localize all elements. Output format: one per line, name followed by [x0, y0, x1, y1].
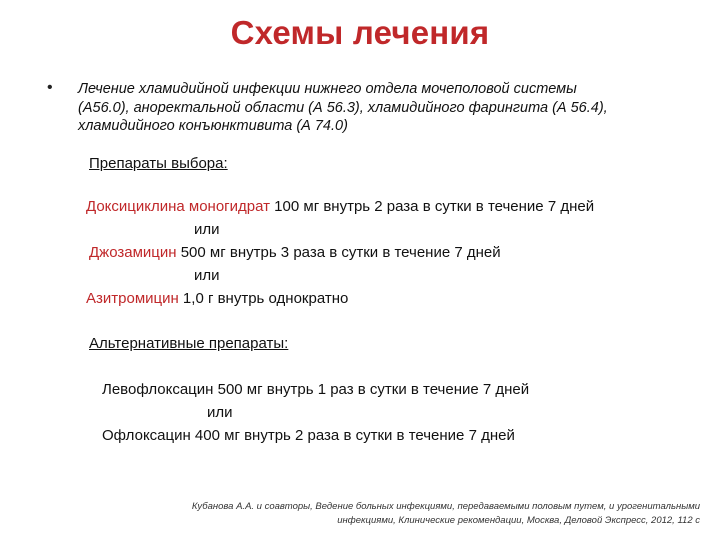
citation-line: Кубанова А.А. и соавторы, Ведение больных инфекциями, передаваемыми половым путем, и урогенитальными	[191, 501, 700, 512]
slide-title: Схемы лечения	[230, 14, 490, 51]
preferred-heading: Препараты выбора:	[89, 155, 228, 172]
intro-line: хламидийного конъюнктивита (А 74.0)	[78, 118, 348, 134]
citation-footer	[60, 500, 700, 528]
intro-text	[78, 80, 698, 136]
preferred-item	[89, 244, 501, 261]
preferred-item	[86, 198, 594, 215]
citation-line: инфекциями, Клинические рекомендации, Москва, Деловой Экспресс, 2012, 112 с	[337, 515, 700, 526]
or-separator: или	[194, 221, 220, 238]
drug-name: Азитромицин	[86, 290, 179, 307]
alternative-item: Офлоксацин 400 мг внутрь 2 раза в сутки в течение 7 дней	[102, 427, 515, 444]
drug-dose: 1,0 г внутрь однократно	[178, 290, 349, 307]
drug-dose: 500 мг внутрь 3 раза в сутки в течение 7 дней	[176, 244, 501, 261]
preferred-item	[86, 290, 348, 307]
drug-name: Доксициклина моногидрат	[86, 198, 271, 215]
intro-line: Лечение хламидийной инфекции нижнего отдела мочеполовой системы	[78, 81, 577, 97]
drug-dose: 100 мг внутрь 2 раза в сутки в течение 7 дней	[270, 198, 595, 215]
bullet-marker: •	[47, 79, 53, 96]
alternative-item: Левофлоксацин 500 мг внутрь 1 раз в сутки в течение 7 дней	[102, 381, 530, 398]
or-separator: или	[194, 267, 220, 284]
intro-line: (А56.0), аноректальной области (А 56.3), хламидийного фарингита (А 56.4),	[78, 99, 608, 116]
drug-name: Джозамицин	[89, 244, 177, 261]
alternative-heading: Альтернативные препараты:	[89, 335, 289, 352]
or-separator: или	[207, 404, 233, 421]
